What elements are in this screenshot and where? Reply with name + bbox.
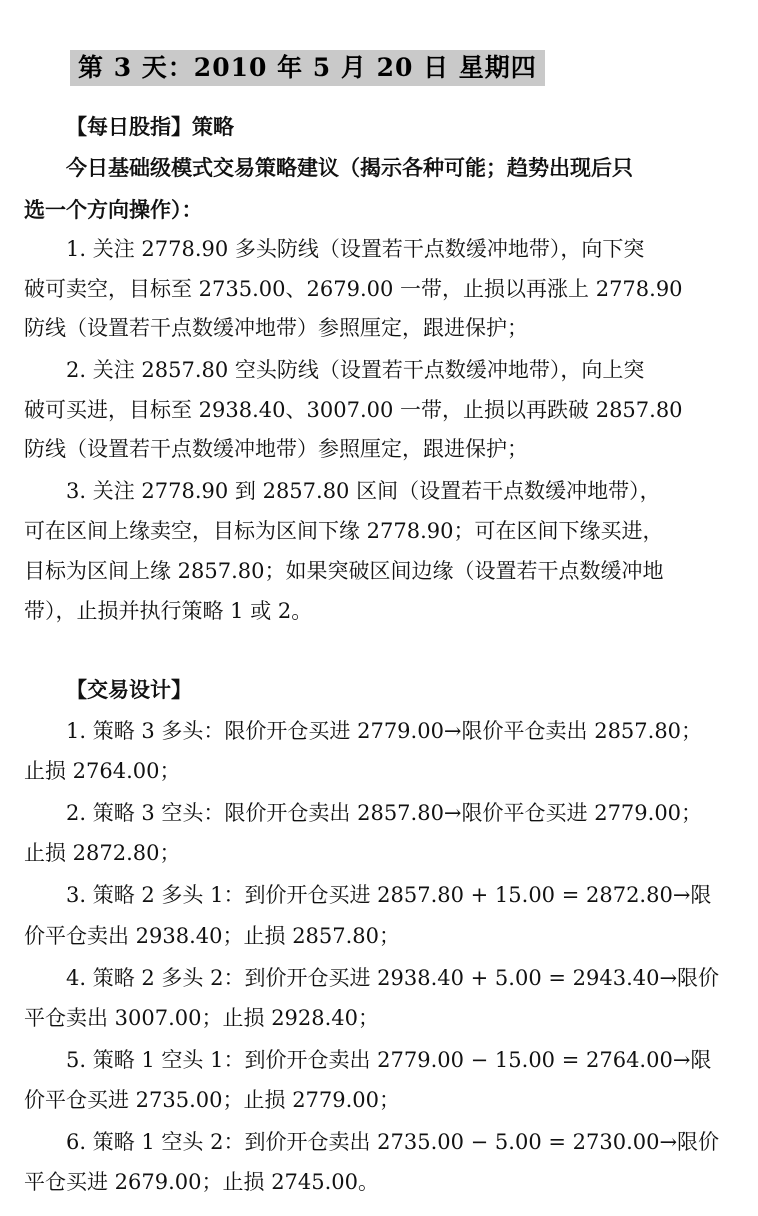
design-item-6-line-1: 6. 策略 1 空头 2：到价开仓卖出 2735.00 − 5.00 = 2730.00→限价 (66, 1130, 720, 1154)
page-title: 第 3 天：2010 年 5 月 20 日 星期四 (70, 50, 545, 86)
design-item-2-line-1: 2. 策略 3 空头：限价开仓卖出 2857.80→限价平仓买进 2779.00； (66, 801, 703, 825)
strategy-item-3-line-3: 目标为区间上缘 2857.80；如果突破区间边缘（设置若干点数缓冲地 (24, 559, 664, 583)
strategy-heading: 【每日股指】策略 (66, 115, 234, 139)
strategy-item-3-line-4: 带），止损并执行策略 1 或 2。 (24, 599, 313, 623)
design-item-3-line-1: 3. 策略 2 多头 1：到价开仓买进 2857.80 + 15.00 = 2872.80→限 (66, 883, 712, 907)
design-item-4-line-1: 4. 策略 2 多头 2：到价开仓买进 2938.40 + 5.00 = 2943.40→限价 (66, 966, 720, 990)
design-item-4-line-2: 平仓卖出 3007.00；止损 2928.40； (24, 1006, 380, 1030)
design-item-5-line-1: 5. 策略 1 空头 1：到价开仓卖出 2779.00 − 15.00 = 2764.00→限 (66, 1048, 712, 1072)
strategy-item-1-line-1: 1. 关注 2778.90 多头防线（设置若干点数缓冲地带），向下突 (66, 237, 645, 261)
strategy-item-3-line-2: 可在区间上缘卖空，目标为区间下缘 2778.90；可在区间下缘买进， (24, 519, 664, 543)
strategy-item-2-line-3: 防线（设置若干点数缓冲地带）参照厘定，跟进保护； (24, 437, 528, 461)
design-item-3-line-2: 价平仓卖出 2938.40；止损 2857.80； (24, 924, 401, 948)
design-item-1-line-2: 止损 2764.00； (24, 759, 181, 783)
design-item-5-line-2: 价平仓买进 2735.00；止损 2779.00； (24, 1088, 401, 1112)
strategy-item-3-line-1: 3. 关注 2778.90 到 2857.80 区间（设置若干点数缓冲地带）， (66, 479, 661, 503)
design-heading: 【交易设计】 (66, 678, 192, 702)
design-item-6-line-2: 平仓买进 2679.00；止损 2745.00。 (24, 1170, 380, 1194)
strategy-item-2-line-2: 破可买进，目标至 2938.40、3007.00 一带，止损以再跌破 2857.80 (24, 398, 683, 422)
strategy-intro-line-1: 今日基础级模式交易策略建议（揭示各种可能；趋势出现后只 (66, 156, 633, 180)
design-item-2-line-2: 止损 2872.80； (24, 841, 181, 865)
strategy-item-2-line-1: 2. 关注 2857.80 空头防线（设置若干点数缓冲地带），向上突 (66, 358, 645, 382)
strategy-item-1-line-3: 防线（设置若干点数缓冲地带）参照厘定，跟进保护； (24, 316, 528, 340)
strategy-intro-line-2: 选一个方向操作）： (24, 198, 203, 222)
design-item-1-line-1: 1. 策略 3 多头：限价开仓买进 2779.00→限价平仓卖出 2857.80； (66, 719, 703, 743)
strategy-item-1-line-2: 破可卖空，目标至 2735.00、2679.00 一带，止损以再涨上 2778.90 (24, 277, 683, 301)
